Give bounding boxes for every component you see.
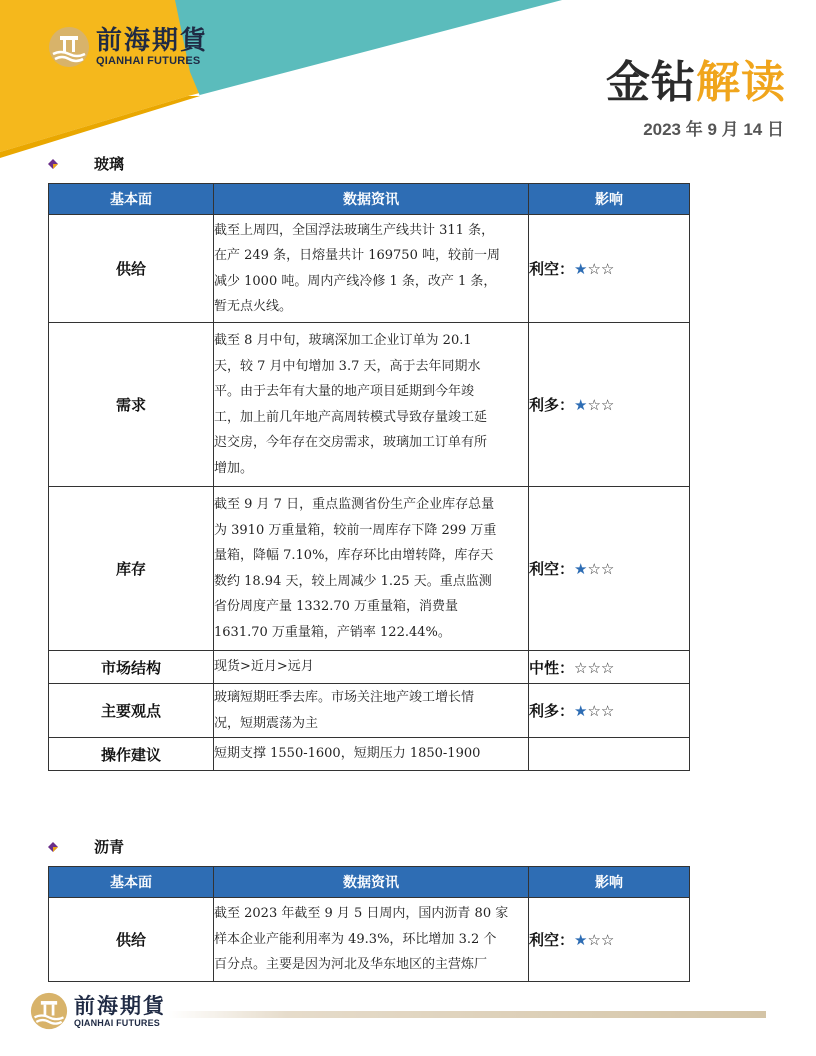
section-heading <box>48 836 124 857</box>
star-empty-icon: ☆ <box>600 702 615 720</box>
logo-english: QIANHAI FUTURES <box>96 55 201 67</box>
star-empty-icon: ☆ <box>587 396 601 414</box>
star-empty-icon: ☆ <box>574 658 588 677</box>
row-info <box>214 323 529 487</box>
row-impact <box>529 487 690 651</box>
report-title <box>606 46 786 110</box>
header-fundamentals: 基本面 <box>49 184 214 215</box>
row-impact <box>529 215 690 323</box>
row-category: 库存 <box>49 487 214 651</box>
info-line: 为 3910 万重量箱，较前一周库存下降 299 万重 <box>214 522 497 538</box>
table-row <box>49 684 690 738</box>
row-info <box>214 487 529 651</box>
row-info <box>214 215 529 323</box>
info-line: 1631.70 万重量箱，产销率 122.44%。 <box>214 624 451 640</box>
info-line: 平。由于去年有大量的地产项目延期到今年竣 <box>214 384 475 399</box>
info-line: 截至 9 月 7 日，重点监测省份生产企业库存总量 <box>214 497 495 512</box>
diamond-bullet-icon <box>48 159 58 169</box>
footer-logo-chinese: 前海期貨 <box>74 992 166 1018</box>
info-line: 减少 1000 吨。周内产线冷修 1 条，改产 1 条， <box>214 273 497 289</box>
fundamentals-table <box>48 183 690 771</box>
info-line: 短期支撑 1550-1600，短期压力 1850-1900 <box>214 746 481 762</box>
impact-label: 中性： <box>529 658 575 677</box>
report-title-part2: 解读 <box>696 57 786 108</box>
impact-stars <box>574 560 614 578</box>
row-impact <box>529 898 690 982</box>
table-row <box>49 215 690 323</box>
star-filled-icon: ★ <box>574 396 588 414</box>
star-empty-icon: ☆ <box>587 260 601 278</box>
info-line: 在产 249 条，日熔量共计 169750 吨，较前一周 <box>214 248 500 263</box>
section-title: 沥青 <box>94 838 125 856</box>
table-row <box>49 487 690 651</box>
row-category: 操作建议 <box>49 738 214 771</box>
table-row <box>49 898 690 982</box>
table-row <box>49 323 690 487</box>
info-line: 工，加上前几年地产高周转模式导致存量竣工延 <box>214 409 488 425</box>
header-logo <box>48 26 208 68</box>
info-line: 迟交房，今年存在交房需求，玻璃加工订单有所 <box>214 435 488 450</box>
row-impact <box>529 323 690 487</box>
star-filled-icon: ★ <box>574 560 588 578</box>
row-category: 供给 <box>49 898 214 982</box>
impact-label: 利多： <box>529 702 575 720</box>
impact-stars <box>574 396 614 414</box>
table-header-row <box>49 867 690 898</box>
impact-label: 利空： <box>529 560 575 578</box>
info-line: 百分点。主要是因为河北及华东地区的主营炼厂 <box>214 957 488 973</box>
row-impact <box>529 738 690 771</box>
footer-logo <box>30 992 166 1030</box>
section-title: 玻璃 <box>94 155 125 173</box>
impact-stars <box>574 260 614 278</box>
header-fundamentals: 基本面 <box>49 867 214 898</box>
footer-logo-english: QIANHAI FUTURES <box>74 1017 160 1028</box>
info-line: 量箱，降幅 7.10%，库存环比由增转降，库存天 <box>214 548 494 563</box>
row-impact <box>529 651 690 684</box>
info-line: 样本企业产能利用率为 49.3%，环比增加 3.2 个 <box>214 931 497 947</box>
impact-stars <box>574 931 614 949</box>
logo-chinese: 前海期貨 <box>96 26 209 56</box>
info-line: 数约 18.94 天，较上周减少 1.25 天。重点监测 <box>214 573 492 589</box>
star-empty-icon: ☆ <box>600 931 615 949</box>
row-category: 需求 <box>49 323 214 487</box>
table-row <box>49 738 690 771</box>
row-info <box>214 651 529 684</box>
impact-stars <box>574 659 614 677</box>
header-impact: 影响 <box>529 867 690 898</box>
star-empty-icon: ☆ <box>587 658 601 677</box>
header-data-info: 数据资讯 <box>214 184 529 215</box>
qianhai-logo-icon <box>30 992 68 1030</box>
star-empty-icon: ☆ <box>600 560 615 578</box>
row-info <box>214 738 529 771</box>
impact-stars <box>574 702 614 720</box>
star-empty-icon: ☆ <box>587 931 601 949</box>
star-empty-icon: ☆ <box>587 702 601 720</box>
info-line: 截至上周四，全国浮法玻璃生产线共计 311 条， <box>214 222 495 238</box>
star-filled-icon: ★ <box>574 260 588 278</box>
row-category: 市场结构 <box>49 651 214 684</box>
row-info <box>214 684 529 738</box>
report-title-part1: 金钻 <box>606 57 696 108</box>
row-category: 主要观点 <box>49 684 214 738</box>
qianhai-logo-icon <box>48 26 90 68</box>
info-line: 截至 2023 年截至 9 月 5 日周内，国内沥青 80 家 <box>214 906 509 922</box>
info-line: 省份周度产量 1332.70 万重量箱，消费量 <box>214 599 459 614</box>
row-category: 供给 <box>49 215 214 323</box>
star-empty-icon: ☆ <box>600 396 615 414</box>
impact-label: 利空： <box>529 931 575 949</box>
star-empty-icon: ☆ <box>600 260 615 278</box>
row-info <box>214 898 529 982</box>
row-impact <box>529 684 690 738</box>
star-empty-icon: ☆ <box>587 560 601 578</box>
info-line: 现货>近月>远月 <box>214 659 314 675</box>
info-line: 增加。 <box>214 460 254 476</box>
report-date: 2023 年 9 月 14 日 <box>643 120 784 139</box>
info-line: 天，较 7 月中旬增加 3.7 天，高于去年同期水 <box>214 358 481 374</box>
impact-label: 利多： <box>529 396 575 414</box>
diamond-bullet-icon <box>48 842 58 852</box>
header-impact: 影响 <box>529 184 690 215</box>
info-line: 暂无点火线。 <box>214 299 293 314</box>
fundamentals-table <box>48 866 690 982</box>
impact-label: 利空： <box>529 260 575 278</box>
star-filled-icon: ★ <box>574 931 588 949</box>
header-data-info: 数据资讯 <box>214 867 529 898</box>
info-line: 截至 8 月中旬，玻璃深加工企业订单为 20.1 <box>214 333 472 348</box>
table-row <box>49 651 690 684</box>
info-line: 况，短期震荡为主 <box>214 715 319 731</box>
section-heading <box>48 153 124 174</box>
star-empty-icon: ☆ <box>600 658 615 677</box>
footer-divider <box>168 1011 766 1018</box>
star-filled-icon: ★ <box>574 702 588 720</box>
info-line: 玻璃短期旺季去库。市场关注地产竣工增长情 <box>214 690 475 705</box>
table-header-row <box>49 184 690 215</box>
